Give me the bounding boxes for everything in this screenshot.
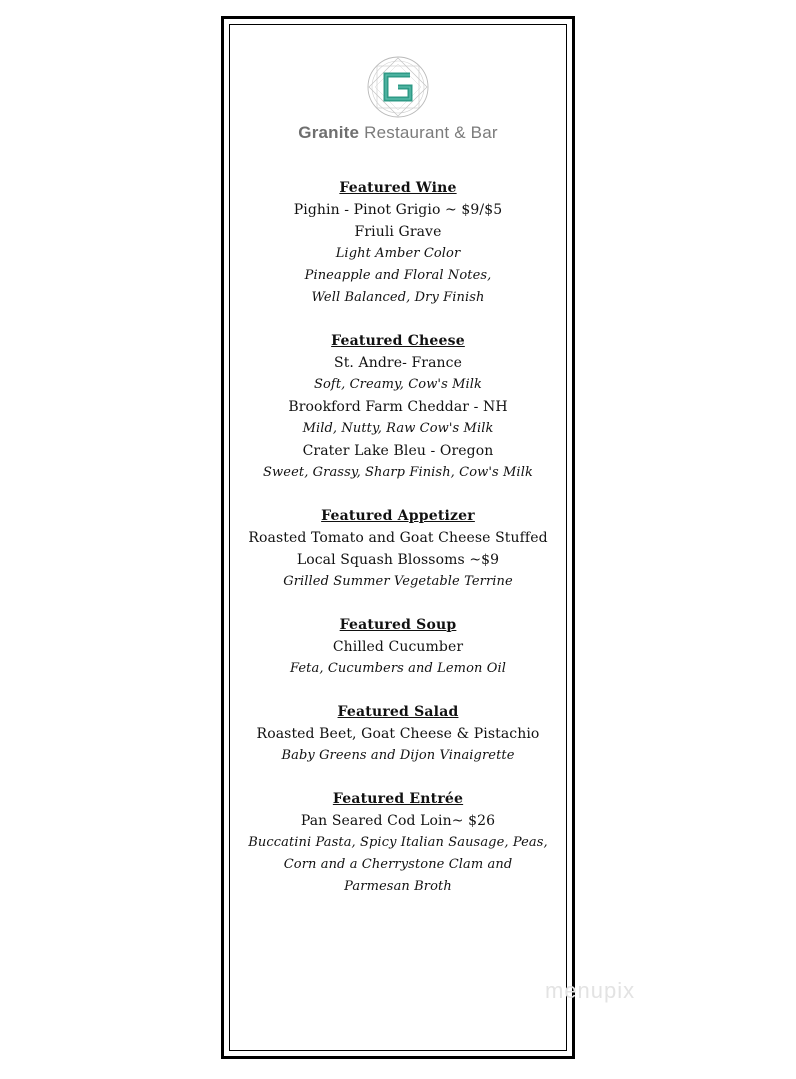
menu-item: St. Andre- France xyxy=(334,355,462,371)
section-title: Featured Appetizer xyxy=(321,508,475,524)
item-description: Mild, Nutty, Raw Cow's Milk xyxy=(302,421,494,436)
menu-item: Pighin - Pinot Grigio ~ $9/$5 xyxy=(293,202,503,218)
granite-logo-icon xyxy=(366,55,430,119)
watermark-text: menupix xyxy=(545,978,636,1003)
item-description: Grilled Summer Vegetable Terrine xyxy=(283,574,513,589)
section-title: Featured Cheese xyxy=(331,333,465,349)
logo-block xyxy=(224,55,572,143)
item-description: Well Balanced, Dry Finish xyxy=(311,290,485,305)
item-description: Soft, Creamy, Cow's Milk xyxy=(313,377,483,392)
menu-item: Chilled Cucumber xyxy=(332,639,464,655)
menu-content xyxy=(224,177,572,919)
item-description: Feta, Cucumbers and Lemon Oil xyxy=(289,661,506,676)
brand-name xyxy=(224,123,572,143)
menu-item: Crater Lake Bleu - Oregon xyxy=(302,443,494,459)
menu-section xyxy=(224,505,572,593)
item-description: Buccatini Pasta, Spicy Italian Sausage, Peas, xyxy=(248,835,548,850)
menu-section xyxy=(224,330,572,484)
section-title: Featured Soup xyxy=(339,617,457,633)
section-title: Featured Entrée xyxy=(332,791,464,807)
menu-item: Roasted Tomato and Goat Cheese Stuffed xyxy=(248,530,548,546)
menu-item: Local Squash Blossoms ~$9 xyxy=(296,552,500,568)
menu-section xyxy=(224,701,572,767)
menu-section xyxy=(224,788,572,898)
item-description: Baby Greens and Dijon Vinaigrette xyxy=(281,748,515,763)
menu-section xyxy=(224,614,572,680)
item-description: Sweet, Grassy, Sharp Finish, Cow's Milk xyxy=(263,465,533,480)
menu-frame-outer xyxy=(221,16,575,1059)
item-description: Parmesan Broth xyxy=(344,879,452,894)
brand-name-rest: Restaurant & Bar xyxy=(359,123,498,142)
menu-item: Brookford Farm Cheddar - NH xyxy=(288,399,508,415)
item-description: Corn and a Cherrystone Clam and xyxy=(283,857,513,872)
menu-item: Roasted Beet, Goat Cheese & Pistachio xyxy=(256,726,540,742)
menu-item: Pan Seared Cod Loin~ $26 xyxy=(300,813,496,829)
section-title: Featured Salad xyxy=(337,704,459,720)
menu-section xyxy=(224,177,572,309)
menu-item: Friuli Grave xyxy=(354,224,442,240)
item-description: Light Amber Color xyxy=(335,246,461,261)
brand-name-bold: Granite xyxy=(298,123,360,142)
section-title: Featured Wine xyxy=(339,180,457,196)
item-description: Pineapple and Floral Notes, xyxy=(304,268,492,283)
